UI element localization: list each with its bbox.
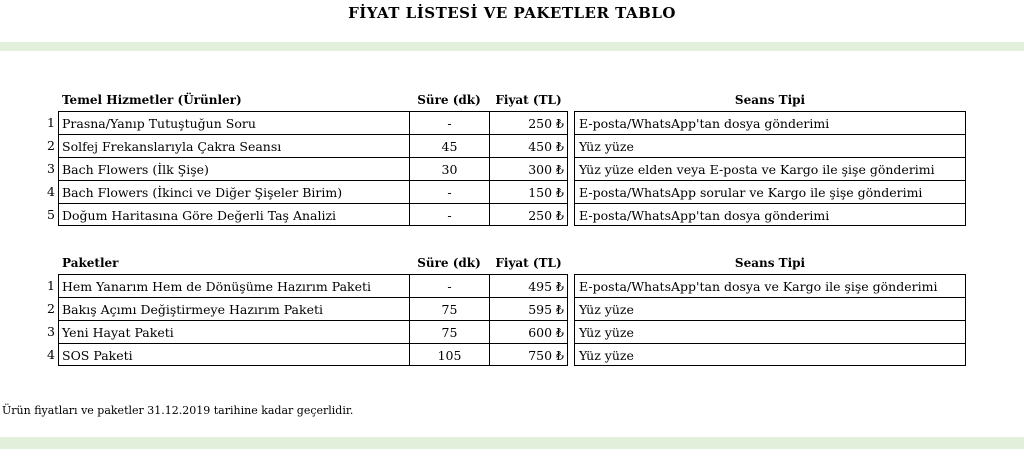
service-duration: -	[409, 180, 489, 203]
services-header-type: Seans Tipi	[734, 93, 806, 107]
packages-header-name: Paketler	[62, 256, 119, 270]
package-type: Yüz yüze	[574, 343, 966, 366]
page-title: FİYAT LİSTESİ VE PAKETLER TABLO	[348, 4, 676, 22]
service-type: Yüz yüze	[574, 134, 966, 157]
row-number: 2	[47, 138, 55, 153]
packages-header-duration: Süre (dk)	[417, 256, 481, 270]
service-price: 250 ₺	[489, 203, 568, 226]
package-duration: -	[409, 274, 489, 297]
service-type: E-posta/WhatsApp'tan dosya gönderimi	[574, 203, 966, 226]
service-name: Bach Flowers (İkinci ve Diğer Şişeler Birim)	[58, 180, 409, 203]
row-number: 4	[47, 184, 55, 199]
row-number: 4	[47, 347, 55, 362]
package-price: 495 ₺	[489, 274, 568, 297]
service-price: 250 ₺	[489, 111, 568, 134]
services-header-name: Temel Hizmetler (Ürünler)	[62, 93, 242, 107]
table-row	[0, 203, 1024, 226]
table-row	[0, 297, 1024, 320]
package-price: 595 ₺	[489, 297, 568, 320]
service-name: Prasna/Yanıp Tutuştuğun Soru	[58, 111, 409, 134]
table-row	[0, 274, 1024, 297]
service-duration: 30	[409, 157, 489, 180]
service-type: Yüz yüze elden veya E-posta ve Kargo ile şişe gönderimi	[574, 157, 966, 180]
bottom-band	[0, 437, 1024, 449]
package-duration: 75	[409, 320, 489, 343]
row-number: 1	[47, 278, 55, 293]
packages-header-type: Seans Tipi	[734, 256, 806, 270]
table-row	[0, 320, 1024, 343]
table-row	[0, 343, 1024, 366]
service-name: Bach Flowers (İlk Şişe)	[58, 157, 409, 180]
package-name: SOS Paketi	[58, 343, 409, 366]
package-price: 750 ₺	[489, 343, 568, 366]
package-name: Yeni Hayat Paketi	[58, 320, 409, 343]
service-price: 150 ₺	[489, 180, 568, 203]
services-header-duration: Süre (dk)	[417, 93, 481, 107]
validity-note: Ürün fiyatları ve paketler 31.12.2019 tarihine kadar geçerlidir.	[2, 404, 354, 417]
table-row	[0, 111, 1024, 134]
row-number: 5	[47, 207, 55, 222]
table-row	[0, 180, 1024, 203]
row-number: 3	[47, 324, 55, 339]
package-type: E-posta/WhatsApp'tan dosya ve Kargo ile şişe gönderimi	[574, 274, 966, 297]
services-header-price: Fiyat (TL)	[495, 93, 562, 107]
package-type: Yüz yüze	[574, 320, 966, 343]
package-name: Hem Yanarım Hem de Dönüşüme Hazırım Paketi	[58, 274, 409, 297]
row-number: 3	[47, 161, 55, 176]
service-name: Solfej Frekanslarıyla Çakra Seansı	[58, 134, 409, 157]
top-band	[0, 42, 1024, 51]
row-number: 2	[47, 301, 55, 316]
packages-header-price: Fiyat (TL)	[495, 256, 562, 270]
package-type: Yüz yüze	[574, 297, 966, 320]
service-name: Doğum Haritasına Göre Değerli Taş Analizi	[58, 203, 409, 226]
package-price: 600 ₺	[489, 320, 568, 343]
row-number: 1	[47, 115, 55, 130]
service-type: E-posta/WhatsApp'tan dosya gönderimi	[574, 111, 966, 134]
service-duration: -	[409, 111, 489, 134]
service-type: E-posta/WhatsApp sorular ve Kargo ile şişe gönderimi	[574, 180, 966, 203]
table-row	[0, 134, 1024, 157]
service-price: 450 ₺	[489, 134, 568, 157]
service-duration: -	[409, 203, 489, 226]
service-duration: 45	[409, 134, 489, 157]
package-duration: 105	[409, 343, 489, 366]
package-duration: 75	[409, 297, 489, 320]
package-name: Bakış Açımı Değiştirmeye Hazırım Paketi	[58, 297, 409, 320]
service-price: 300 ₺	[489, 157, 568, 180]
table-row	[0, 157, 1024, 180]
